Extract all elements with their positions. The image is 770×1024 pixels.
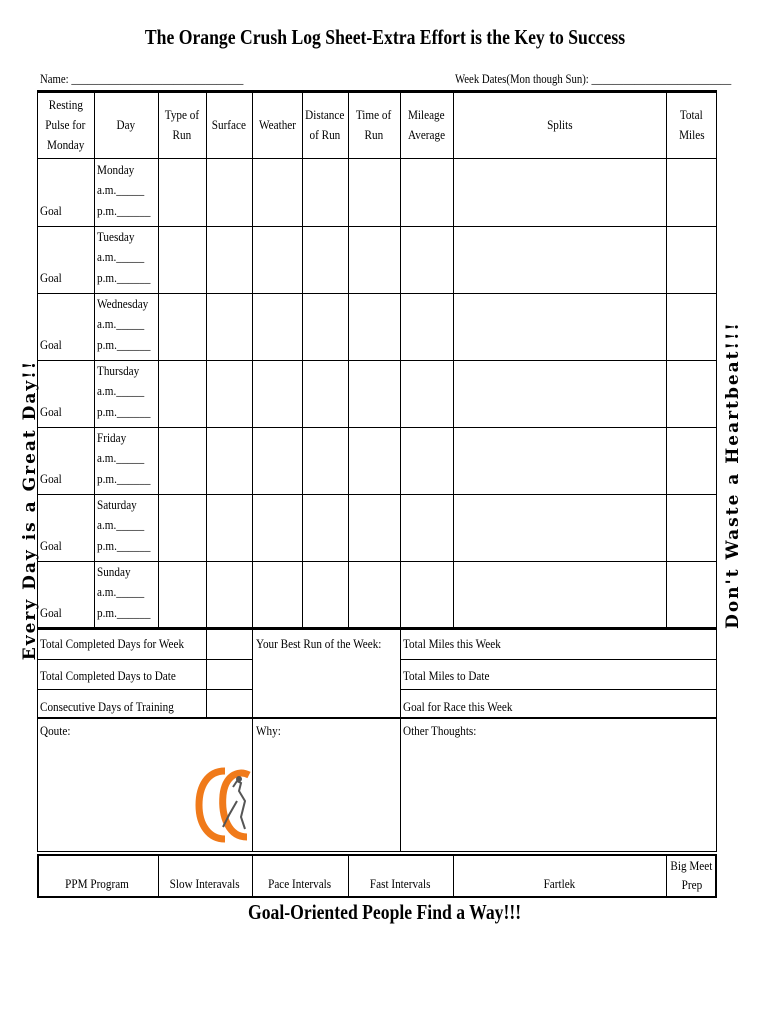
am-field: a.m._____	[97, 450, 145, 465]
total-miles-date[interactable]: Total Miles to Date	[403, 668, 490, 683]
program-fartlek[interactable]: Fartlek	[543, 876, 576, 891]
program-big-meet-prep[interactable]: Big Meet Prep	[670, 858, 713, 892]
goal-label: Goal	[40, 404, 62, 419]
summary-section	[37, 629, 717, 852]
pm-field: p.m.______	[97, 337, 151, 352]
program-pace-intervals[interactable]: Pace Intervals	[268, 876, 332, 891]
pm-field: p.m.______	[97, 538, 151, 553]
table-top-border	[37, 90, 717, 92]
side-text-right: Don't Waste a Heartbeat!!!	[723, 321, 743, 629]
pm-field: p.m.______	[97, 203, 151, 218]
goal-label: Goal	[40, 270, 62, 285]
goal-for-race[interactable]: Goal for Race this Week	[403, 699, 513, 714]
program-ppm[interactable]: PPM Program	[65, 876, 130, 891]
header-weather: Weather	[258, 117, 296, 132]
day-name: Friday	[97, 430, 127, 445]
why-field[interactable]: Why:	[256, 723, 281, 738]
day-name: Thursday	[97, 363, 140, 378]
day-name: Sunday	[97, 564, 131, 579]
goal-label: Goal	[40, 203, 62, 218]
day-name: Tuesday	[97, 229, 135, 244]
pm-field: p.m.______	[97, 270, 151, 285]
goal-label: Goal	[40, 538, 62, 553]
pm-field: p.m.______	[97, 404, 151, 419]
orange-crush-logo-icon	[195, 765, 255, 845]
header-total-miles: Total Miles	[678, 107, 705, 142]
am-field: a.m._____	[97, 584, 145, 599]
am-field: a.m._____	[97, 249, 145, 264]
best-run-field[interactable]: Your Best Run of the Week:	[256, 636, 382, 651]
header-splits: Splits	[546, 117, 573, 132]
header-mileage-average: Mileage Average	[407, 107, 446, 142]
week-dates-field[interactable]: Week Dates(Mon though Sun): __________________________	[455, 72, 732, 86]
day-name: Monday	[97, 162, 135, 177]
day-name: Saturday	[97, 497, 137, 512]
consecutive-days[interactable]: Consecutive Days of Training	[40, 699, 174, 714]
pm-field: p.m.______	[97, 605, 151, 620]
pm-field: p.m.______	[97, 471, 151, 486]
name-field[interactable]: Name: ________________________________	[40, 72, 244, 86]
completed-days-week[interactable]: Total Completed Days for Week	[40, 636, 185, 651]
am-field: a.m._____	[97, 383, 145, 398]
quote-field[interactable]: Qoute:	[40, 723, 71, 738]
goal-label: Goal	[40, 337, 62, 352]
day-name: Wednesday	[97, 296, 149, 311]
header-type-of-run: Type of Run	[164, 107, 200, 142]
footer-motto: Goal-Oriented People Find a Way!!!	[248, 900, 522, 924]
header-day: Day	[116, 117, 136, 132]
header-surface: Surface	[211, 117, 247, 132]
goal-label: Goal	[40, 605, 62, 620]
program-fast-intervals[interactable]: Fast Intervals	[370, 876, 431, 891]
program-slow-intervals[interactable]: Slow Interavals	[170, 876, 240, 891]
side-text-left: Every Day is a Great Day!!	[20, 359, 40, 661]
other-thoughts-field[interactable]: Other Thoughts:	[403, 723, 477, 738]
am-field: a.m._____	[97, 316, 145, 331]
goal-label: Goal	[40, 471, 62, 486]
completed-days-date[interactable]: Total Completed Days to Date	[40, 668, 176, 683]
page-title: The Orange Crush Log Sheet-Extra Effort is the Key to Success	[144, 25, 626, 49]
header-distance: Distance of Run	[305, 107, 345, 142]
am-field: a.m._____	[97, 517, 145, 532]
header-time-of-run: Time of Run	[356, 107, 392, 142]
total-miles-week[interactable]: Total Miles this Week	[403, 636, 501, 651]
am-field: a.m._____	[97, 182, 145, 197]
